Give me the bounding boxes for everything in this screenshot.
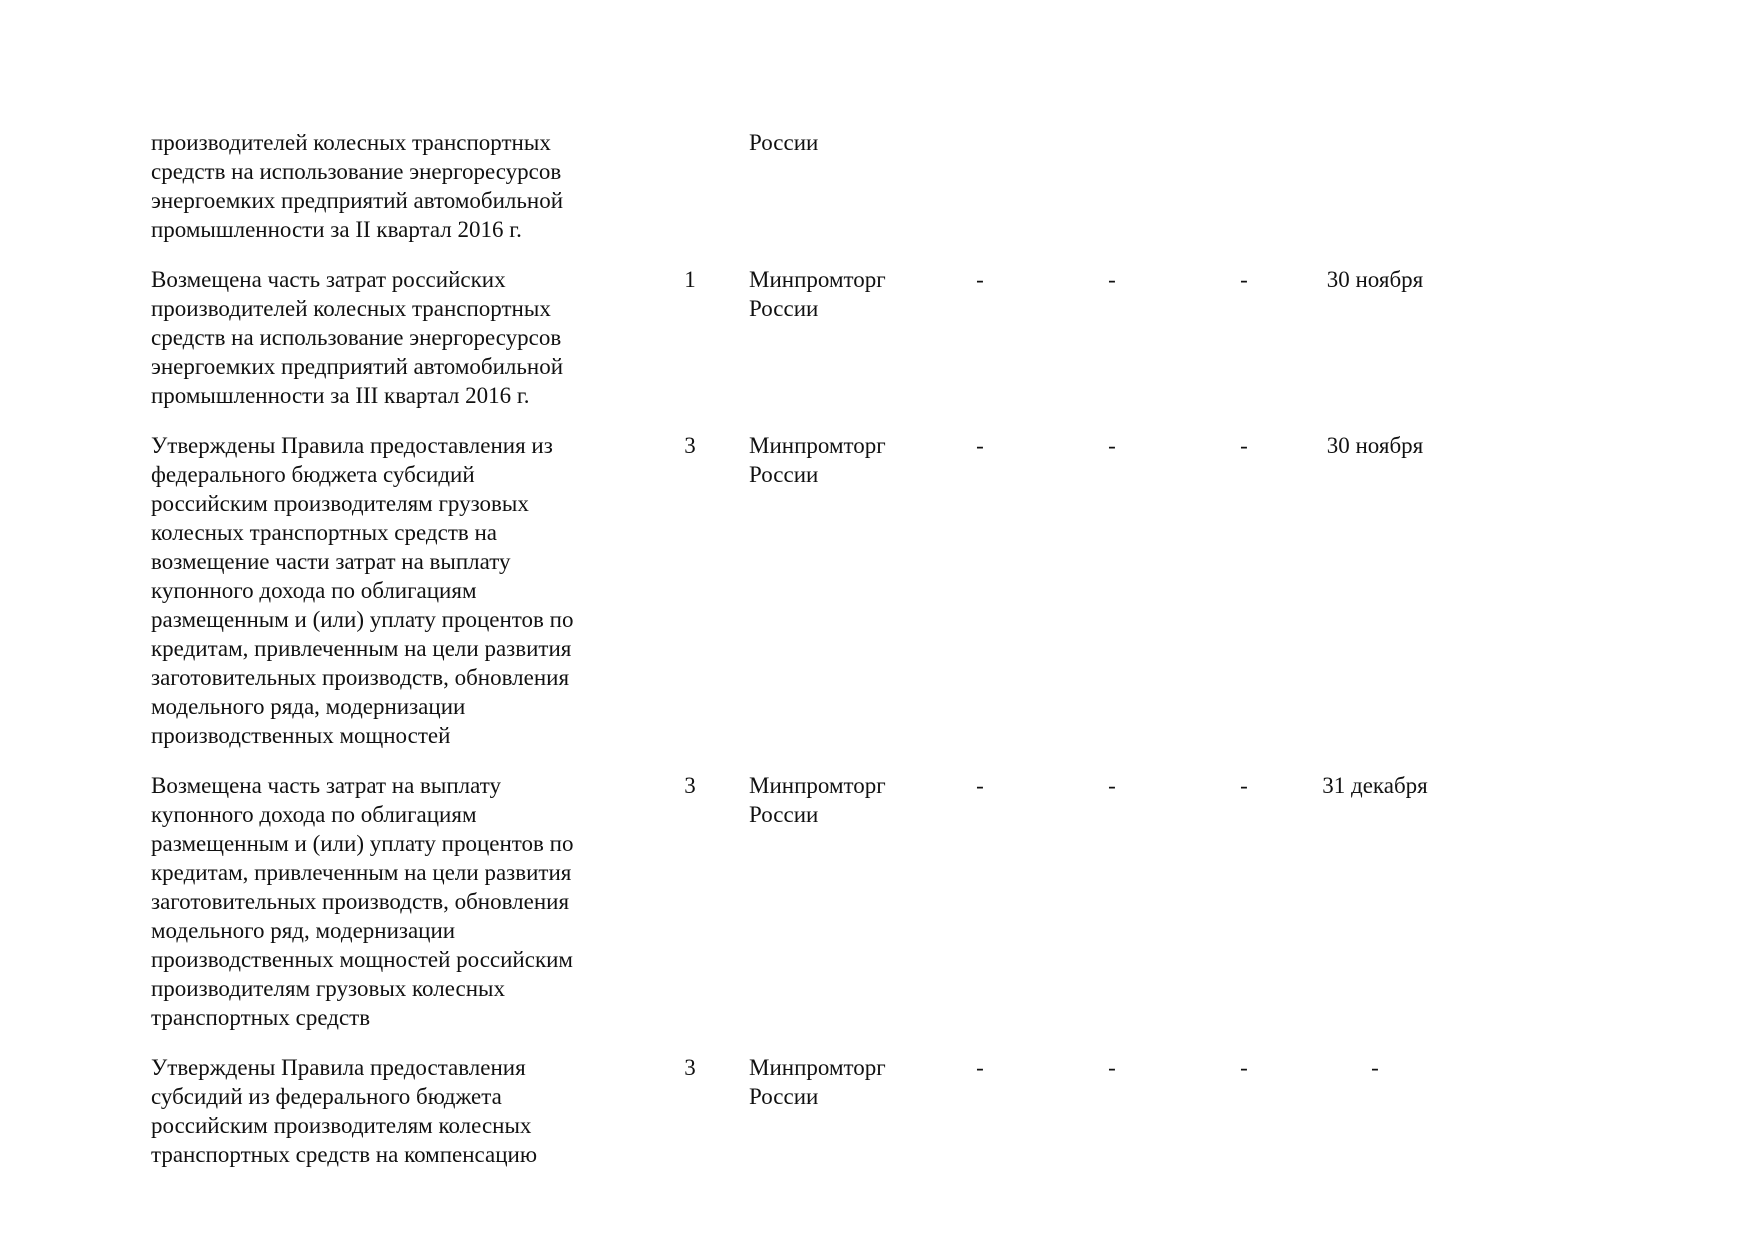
description-line: российским производителям колесных: [151, 1113, 532, 1138]
event-description: [151, 265, 631, 410]
description-line: промышленности за II квартал 2016 г.: [151, 217, 522, 242]
event-description: [151, 1053, 631, 1169]
value-cell-3: -: [1240, 1055, 1248, 1080]
description-line: модельного ряда, модернизации: [151, 694, 466, 719]
description-line: транспортных средств на компенсацию: [151, 1142, 538, 1167]
responsible-line: России: [749, 462, 819, 487]
description-line: размещенным и (или) уплату процентов по: [151, 607, 574, 632]
description-line: федерального бюджета субсидий: [151, 462, 475, 487]
description-line: купонного дохода по облигациям: [151, 578, 477, 603]
responsible-line: Минпромторг: [749, 773, 886, 798]
description-line: средств на использование энергоресурсов: [151, 159, 562, 184]
level-cell: 3: [684, 433, 696, 458]
value-cell-1: -: [976, 1055, 984, 1080]
description-line: производственных мощностей российским: [151, 947, 573, 972]
description-line: промышленности за III квартал 2016 г.: [151, 383, 530, 408]
responsible-cell: [749, 771, 949, 829]
responsible-line: Минпромторг: [749, 1055, 886, 1080]
level-cell: 1: [684, 267, 696, 292]
value-cell-2: -: [1108, 267, 1116, 292]
responsible-cell: [749, 1053, 949, 1111]
description-line: производителей колесных транспортных: [151, 130, 551, 155]
description-line: Возмещена часть затрат российских: [151, 267, 506, 292]
level-cell: 3: [684, 773, 696, 798]
deadline-cell: 31 декабря: [1322, 773, 1428, 798]
description-line: колесных транспортных средств на: [151, 520, 498, 545]
description-line: субсидий из федерального бюджета: [151, 1084, 502, 1109]
value-cell-2: -: [1108, 433, 1116, 458]
description-line: энергоемких предприятий автомобильной: [151, 188, 564, 213]
responsible-line: России: [749, 296, 819, 321]
event-description: [151, 431, 631, 750]
description-line: производителям грузовых колесных: [151, 976, 505, 1001]
value-cell-2: -: [1108, 773, 1116, 798]
value-cell-1: -: [976, 773, 984, 798]
responsible-line: России: [749, 130, 819, 155]
event-description: [151, 771, 631, 1032]
description-line: заготовительных производств, обновления: [151, 889, 570, 914]
responsible-line: России: [749, 802, 819, 827]
responsible-cell: [749, 128, 949, 157]
description-line: российским производителям грузовых: [151, 491, 529, 516]
value-cell-1: -: [976, 433, 984, 458]
deadline-cell: 30 ноября: [1326, 267, 1424, 292]
responsible-line: Минпромторг: [749, 433, 886, 458]
description-line: Возмещена часть затрат на выплату: [151, 773, 501, 798]
description-line: средств на использование энергоресурсов: [151, 325, 562, 350]
responsible-line: Минпромторг: [749, 267, 886, 292]
responsible-line: России: [749, 1084, 819, 1109]
deadline-cell: 30 ноября: [1326, 433, 1424, 458]
description-line: Утверждены Правила предоставления из: [151, 433, 553, 458]
value-cell-3: -: [1240, 267, 1248, 292]
description-line: возмещение части затрат на выплату: [151, 549, 511, 574]
description-line: размещенным и (или) уплату процентов по: [151, 831, 574, 856]
description-line: кредитам, привлеченным на цели развития: [151, 636, 572, 661]
deadline-cell: -: [1371, 1055, 1379, 1080]
value-cell-1: -: [976, 267, 984, 292]
responsible-cell: [749, 265, 949, 323]
event-description: [151, 128, 631, 244]
value-cell-3: -: [1240, 433, 1248, 458]
description-line: Утверждены Правила предоставления: [151, 1055, 526, 1080]
description-line: производственных мощностей: [151, 723, 451, 748]
description-line: модельного ряд, модернизации: [151, 918, 456, 943]
level-cell: 3: [684, 1055, 696, 1080]
value-cell-2: -: [1108, 1055, 1116, 1080]
description-line: производителей колесных транспортных: [151, 296, 551, 321]
description-line: кредитам, привлеченным на цели развития: [151, 860, 572, 885]
description-line: энергоемких предприятий автомобильной: [151, 354, 564, 379]
value-cell-3: -: [1240, 773, 1248, 798]
responsible-cell: [749, 431, 949, 489]
description-line: купонного дохода по облигациям: [151, 802, 477, 827]
description-line: заготовительных производств, обновления: [151, 665, 570, 690]
description-line: транспортных средств: [151, 1005, 371, 1030]
